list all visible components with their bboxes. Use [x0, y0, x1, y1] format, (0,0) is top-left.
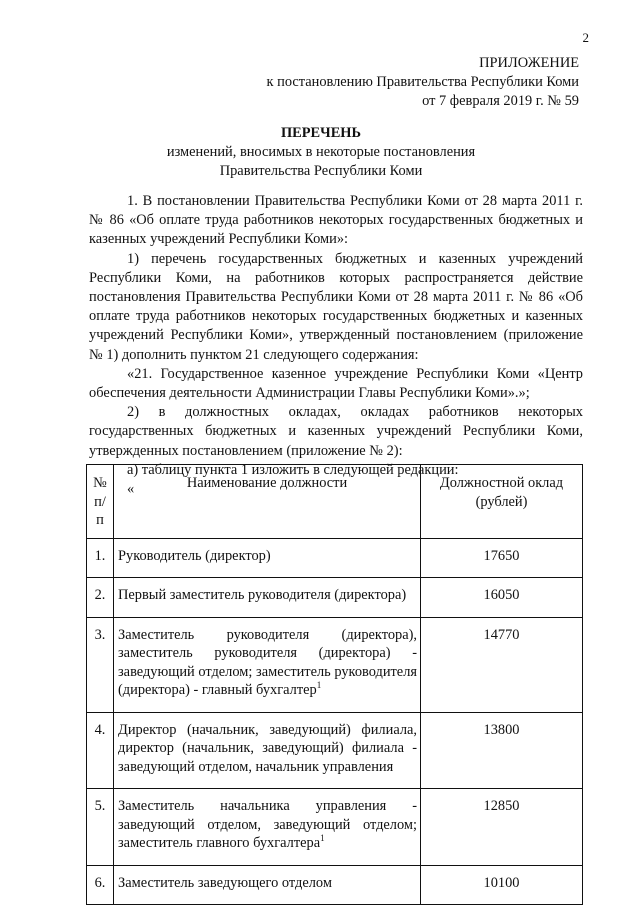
row-number: 1.	[87, 538, 114, 578]
row-number: 6.	[87, 865, 114, 905]
footnote-marker: 1	[316, 680, 322, 691]
table-header-row	[87, 465, 583, 539]
header-num: № п/п	[87, 465, 114, 539]
quote-open: «	[127, 481, 135, 498]
table-row	[87, 789, 583, 866]
table-row	[87, 617, 583, 712]
table-row	[87, 538, 583, 578]
appendix-label: ПРИЛОЖЕНИЕ	[479, 55, 579, 71]
appendix-reference: к постановлению Правительства Республики Коми	[266, 74, 579, 90]
table-row	[87, 712, 583, 789]
salary-value: 10100	[421, 865, 583, 905]
footnote-marker: 1	[320, 833, 325, 844]
salary-value: 12850	[421, 789, 583, 866]
salary-value: 13800	[421, 712, 583, 789]
paragraph-4: 2) в должностных окладах, окладах работников некоторых государственных бюджетных и казенных учреждений Республики Коми, утвержденных постановлением (приложение № 2):	[89, 404, 583, 459]
title-subtitle-line2: Правительства Республики Коми	[219, 163, 423, 179]
page-number: 2	[582, 30, 589, 45]
header-salary: Должностной оклад (рублей)	[421, 465, 583, 539]
row-number: 5.	[87, 789, 114, 866]
position-name	[114, 538, 421, 578]
table-row	[87, 578, 583, 618]
paragraph-5: а) таблицу пункта 1 изложить в следующей редакции:	[127, 461, 459, 478]
salary-value: 16050	[421, 578, 583, 618]
paragraph-1: 1. В постановлении Правительства Республики Коми от 28 марта 2011 г. № 86 «Об оплате труда работников некоторых государственных бюджетных и казенных учреждений Республики Коми»:	[89, 193, 583, 248]
position-name	[114, 578, 421, 618]
position-name	[114, 865, 421, 905]
title-subtitle-line1: изменений, вносимых в некоторые постановления	[166, 144, 476, 160]
position-name-text: Первый заместитель руководителя (директора)	[118, 587, 407, 603]
row-number: 3.	[87, 617, 114, 712]
position-name	[114, 712, 421, 789]
paragraph-3: «21. Государственное казенное учреждение Республики Коми «Центр обеспечения деятельности Администрации Главы Республики Коми».»;	[89, 365, 583, 402]
position-name-text: Директор (начальник, заведующий) филиала, директор (начальник, заведующий) филиала - заведующий отделом, начальник управления	[118, 721, 417, 775]
header-position: Наименование должности	[114, 465, 421, 539]
position-name	[114, 617, 421, 712]
position-name-text: Заместитель начальника управления - заведующий отделом, заведующий отделом; заместитель главного бухгалтера	[118, 798, 417, 851]
paragraph-2: 1) перечень государственных бюджетных и казенных учреждений Республики Коми, на работников которых распространяется действие постановления Правительства Республики Коми от 28 марта 2011 г. № 86 «Об оплате труда работников некоторых государственных бюджетных и казенных учреждений Республики Коми», утвержденный постановлением (приложение № 1) дополнить пунктом 21 следующего содержания:	[89, 250, 583, 363]
appendix-date: от 7 февраля 2019 г. № 59	[422, 93, 579, 109]
position-name	[114, 789, 421, 866]
position-name-text: Заместитель заведующего отделом	[118, 874, 332, 891]
appendix-header	[267, 54, 579, 111]
row-number: 2.	[87, 578, 114, 618]
salary-value: 14770	[421, 617, 583, 712]
salary-value: 17650	[421, 538, 583, 578]
position-name-text: Руководитель (директор)	[118, 547, 271, 564]
table-row	[87, 865, 583, 905]
document-title	[86, 123, 556, 181]
row-number: 4.	[87, 712, 114, 789]
salary-table	[86, 464, 583, 905]
title-main: ПЕРЕЧЕНЬ	[280, 125, 362, 141]
position-name-text: Заместитель руководителя (директора), заместитель руководителя (директора) - заведующий отделом; заместитель руководителя (директора) - главный бухгалтер	[118, 626, 417, 698]
document-body	[89, 192, 583, 499]
